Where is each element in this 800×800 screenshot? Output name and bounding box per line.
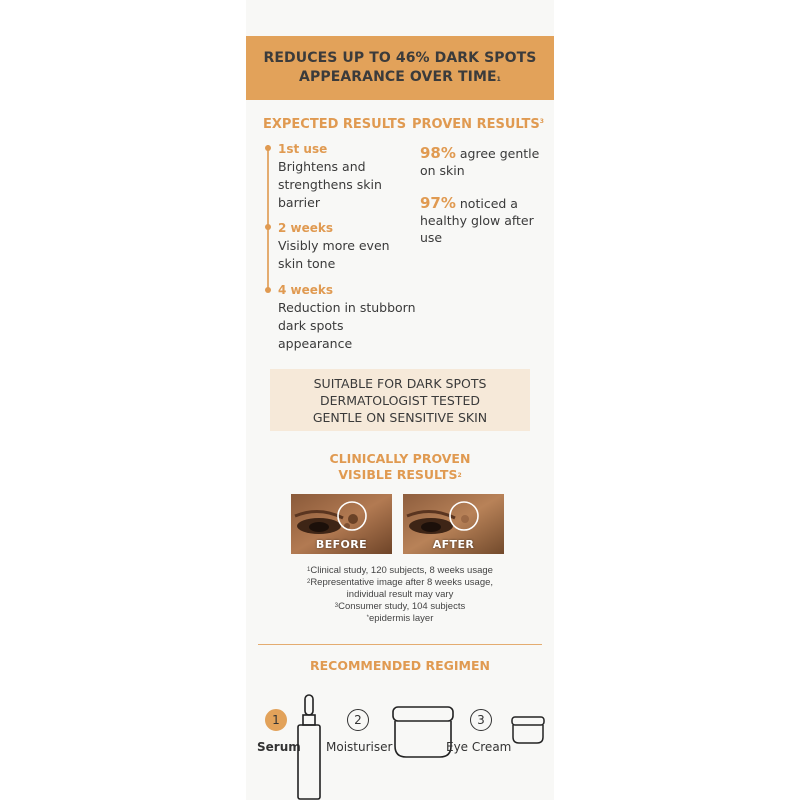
footnote: $^2$Representative image after 8 weeks usage,: [306, 577, 494, 588]
step-when: 2 weeks: [278, 221, 334, 235]
suitability-line: GENTLE ON SENSITIVE SKIN: [312, 409, 488, 425]
timeline-dot: [265, 287, 271, 293]
stat-text: agree gentle on skin: [420, 146, 540, 178]
headline-banner: [246, 36, 554, 100]
regimen-step-number: 1: [265, 709, 287, 731]
proven-results-title: PROVEN RESULTS: [412, 117, 540, 132]
proven-stat-gentle: [420, 145, 548, 179]
step-text: Reduction in stubborn dark spots appearance: [278, 300, 416, 351]
moisturiser-jar-icon: [392, 706, 454, 762]
proven-footnote-ref: 3: [539, 118, 544, 125]
clinical-results-title: CLINICALLY PROVEN VISIBLE RESULTS$^2$: [329, 451, 471, 482]
regimen-step-number: 2: [347, 709, 369, 731]
timeline-step-4-weeks: [278, 281, 418, 353]
timeline-line: [267, 145, 269, 292]
expected-results-title: EXPECTED RESULTS: [263, 117, 407, 132]
divider: [258, 644, 542, 645]
footnote: $^1$Clinical study, 120 subjects, 8 weeks usage: [307, 565, 493, 576]
suitability-line: DERMATOLOGIST TESTED: [320, 392, 480, 408]
step-when: 1st use: [278, 142, 328, 156]
product-info-panel: [246, 0, 554, 800]
step-text: Visibly more even skin tone: [278, 238, 390, 271]
suitability-box: [270, 369, 530, 431]
footnote: *epidermis layer: [366, 613, 434, 624]
proven-results-title-wrap: [412, 117, 544, 132]
headline-line-2: APPEARANCE OVER TIME: [299, 69, 497, 85]
headline-line-1: REDUCES UP TO 46% DARK SPOTS: [263, 50, 537, 66]
footnotes: [246, 565, 554, 625]
timeline-dot: [265, 224, 271, 230]
footnote: $^3$Consumer study, 104 subjects: [334, 601, 466, 612]
stat-percent: 97%: [420, 194, 456, 212]
regimen-title: RECOMMENDED REGIMEN: [310, 658, 490, 673]
headline-footnote-ref: 1: [496, 76, 501, 83]
after-photo: [403, 494, 504, 554]
regimen-step-label: Serum: [257, 740, 301, 754]
timeline-dot: [265, 145, 271, 151]
proven-stat-glow: [420, 195, 548, 246]
eye-cream-jar-icon: [511, 716, 545, 748]
regimen-step-label: Moisturiser: [326, 740, 393, 754]
after-label: AFTER: [432, 538, 475, 551]
before-label: BEFORE: [315, 538, 368, 551]
stat-percent: 98%: [420, 144, 456, 162]
suitability-line: SUITABLE FOR DARK SPOTS: [313, 375, 487, 391]
timeline-step-1st-use: [278, 140, 418, 212]
step-when: 4 weeks: [278, 283, 334, 297]
regimen-step-number: 3: [470, 709, 492, 731]
step-text: Brightens and strengthens skin barrier: [278, 159, 382, 210]
before-photo: [291, 494, 392, 554]
serum-bottle-icon: [296, 694, 322, 800]
footnote: individual result may vary: [346, 589, 454, 600]
regimen-step-label: Eye Cream: [446, 740, 512, 754]
timeline-step-2-weeks: [278, 219, 418, 273]
stat-text: noticed a healthy glow after use: [420, 196, 534, 245]
